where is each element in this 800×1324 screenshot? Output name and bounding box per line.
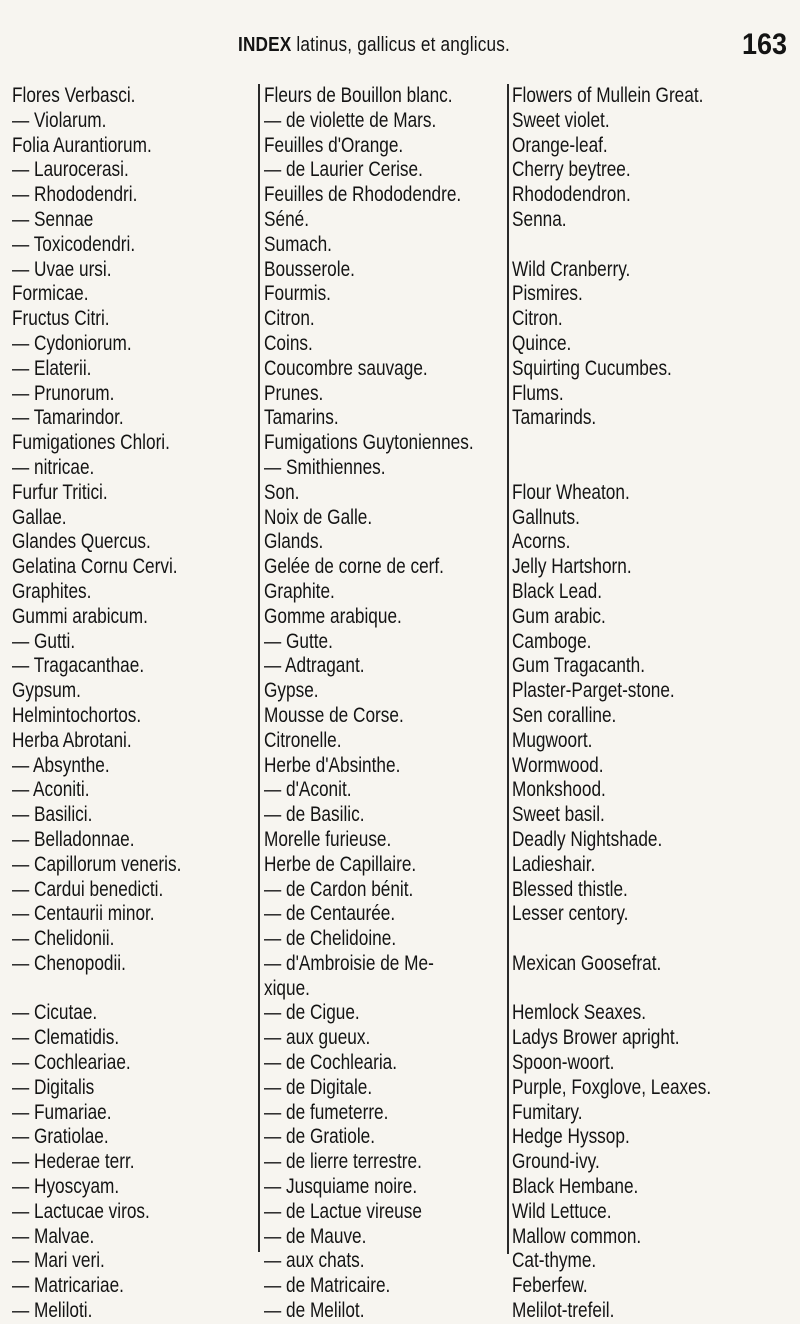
latin-entry: — Elaterii. xyxy=(12,356,92,380)
english-entry: Mallow common. xyxy=(512,1224,642,1248)
english-entry: Senna. xyxy=(512,207,567,231)
english-entry: Gum Tragacanth. xyxy=(512,654,646,678)
french-entry: Herbe d'Absinthe. xyxy=(264,753,401,777)
running-title xyxy=(238,34,510,57)
latin-entry: Gelatina Cornu Cervi. xyxy=(12,555,178,579)
french-entry: — de Laurier Cerise. xyxy=(264,158,423,182)
latin-entry: — Gutti. xyxy=(12,629,76,653)
latin-entry: — Tragacanthae. xyxy=(12,654,145,678)
french-entry: — de Chelidoine. xyxy=(264,927,397,951)
french-entry: Graphite. xyxy=(264,579,335,603)
english-entry: Camboge. xyxy=(512,629,592,653)
english-entry: Flour Wheaton. xyxy=(512,480,630,504)
french-entry: Citronelle. xyxy=(264,728,342,752)
latin-entry: — Hederae terr. xyxy=(12,1150,135,1174)
french-entry: — de Lactue vireuse xyxy=(264,1199,422,1223)
french-entry: — de violette de Mars. xyxy=(264,108,437,132)
french-entry: Feuilles de Rhododendre. xyxy=(264,183,462,207)
english-entry: Plaster-Parget-stone. xyxy=(512,679,675,703)
english-entry: Squirting Cucumbes. xyxy=(512,356,672,380)
french-entry: Gomme arabique. xyxy=(264,604,402,628)
english-entry: Wild Cranberry. xyxy=(512,257,631,281)
latin-entry: — Violarum. xyxy=(12,108,107,132)
latin-entry: — Chenopodii. xyxy=(12,951,126,975)
english-entry: Purple, Foxglove, Leaxes. xyxy=(512,1075,712,1099)
running-title-rest: latinus, gallicus et anglicus. xyxy=(296,34,510,56)
latin-entry: Gallae. xyxy=(12,505,67,529)
latin-entry: — Absynthe. xyxy=(12,753,110,777)
latin-entry: — Belladonnae. xyxy=(12,827,135,851)
french-entry: Glands. xyxy=(264,530,324,554)
column-divider xyxy=(258,84,260,1252)
latin-entry: — Hyoscyam. xyxy=(12,1175,120,1199)
english-entry: Sweet basil. xyxy=(512,803,605,827)
page-header xyxy=(0,28,800,68)
french-entry: xique. xyxy=(264,976,310,1000)
french-entry: — aux chats. xyxy=(264,1249,365,1273)
french-entry: Fourmis. xyxy=(264,282,331,306)
latin-entry: Flores Verbasci. xyxy=(12,84,136,107)
french-entry: Noix de Galle. xyxy=(264,505,373,529)
english-entry: Fumitary. xyxy=(512,1100,583,1124)
english-entry: Black Lead. xyxy=(512,579,602,603)
french-entry: Fleurs de Bouillon blanc. xyxy=(264,84,453,107)
english-entry: Cherry beytree. xyxy=(512,158,631,182)
running-title-lead: INDEX xyxy=(238,34,292,56)
latin-entry: — Lactucae viros. xyxy=(12,1199,150,1223)
latin-entry: Fumigationes Chlori. xyxy=(12,431,170,455)
english-entry: Gum arabic. xyxy=(512,604,606,628)
latin-entry: Furfur Tritici. xyxy=(12,480,108,504)
latin-entry: — Gratiolae. xyxy=(12,1125,109,1149)
french-entry: Sumach. xyxy=(264,232,332,256)
english-entry: Jelly Hartshorn. xyxy=(512,555,632,579)
french-entry: — de lierre terrestre. xyxy=(264,1150,422,1174)
english-entry: Citron. xyxy=(512,307,563,331)
latin-entry: — Centaurii minor. xyxy=(12,902,155,926)
french-entry: — de Digitale. xyxy=(264,1075,373,1099)
latin-entry: — Rhododendri. xyxy=(12,183,138,207)
english-entry: Deadly Nightshade. xyxy=(512,827,663,851)
english-entry: Hemlock Seaxes. xyxy=(512,1001,646,1025)
english-entry: Wormwood. xyxy=(512,753,604,777)
french-entry: — de Centaurée. xyxy=(264,902,396,926)
latin-entry: — nitricae. xyxy=(12,455,95,479)
french-entry: Son. xyxy=(264,480,300,504)
english-entry: Mexican Goosefrat. xyxy=(512,951,662,975)
french-column xyxy=(264,84,509,1324)
french-entry: Feuilles d'Orange. xyxy=(264,133,404,157)
english-entry: Flums. xyxy=(512,381,564,405)
french-entry: — de Cochlearia. xyxy=(264,1051,398,1075)
french-entry: — de fumeterre. xyxy=(264,1100,389,1124)
french-entry: Gelée de corne de cerf. xyxy=(264,555,444,579)
french-entry: Mousse de Corse. xyxy=(264,703,404,727)
french-entry: — de Melilot. xyxy=(264,1299,365,1323)
english-entry: Cat-thyme. xyxy=(512,1249,597,1273)
french-entry: Gypse. xyxy=(264,679,319,703)
latin-entry: — Digitalis xyxy=(12,1075,95,1099)
french-entry: — Smithiennes. xyxy=(264,455,386,479)
latin-entry: — Cardui benedicti. xyxy=(12,877,164,901)
latin-entry: — Prunorum. xyxy=(12,381,115,405)
english-entry: Melilot-trefeil. xyxy=(512,1299,615,1323)
english-entry: Gallnuts. xyxy=(512,505,580,529)
column-divider xyxy=(507,84,509,1254)
english-entry: Feberfew. xyxy=(512,1274,588,1298)
latin-entry: — Capillorum veneris. xyxy=(12,852,182,876)
french-entry: Coins. xyxy=(264,331,313,355)
latin-entry: — Uvae ursi. xyxy=(12,257,112,281)
english-entry: Monkshood. xyxy=(512,778,606,802)
english-entry: Tamarinds. xyxy=(512,406,597,430)
latin-entry: — Chelidonii. xyxy=(12,927,115,951)
english-entry: Hedge Hyssop. xyxy=(512,1125,630,1149)
english-entry: Orange-leaf. xyxy=(512,133,608,157)
french-entry: Coucombre sauvage. xyxy=(264,356,428,380)
french-entry: — de Gratiole. xyxy=(264,1125,376,1149)
french-entry: — Jusquiame noire. xyxy=(264,1175,418,1199)
english-entry: Ground-ivy. xyxy=(512,1150,600,1174)
french-entry: — d'Aconit. xyxy=(264,778,352,802)
english-entry: Ladieshair. xyxy=(512,852,596,876)
english-entry: Rhododendron. xyxy=(512,183,631,207)
english-entry: Blessed thistle. xyxy=(512,877,628,901)
latin-entry: — Fumariae. xyxy=(12,1100,112,1124)
latin-entry: — Cochleariae. xyxy=(12,1051,131,1075)
latin-entry: — Mari veri. xyxy=(12,1249,105,1273)
latin-entry: Fructus Citri. xyxy=(12,307,110,331)
latin-entry: — Cicutae. xyxy=(12,1001,98,1025)
french-entry: Prunes. xyxy=(264,381,324,405)
french-entry: — de Cigue. xyxy=(264,1001,360,1025)
french-entry: — Adtragant. xyxy=(264,654,365,678)
english-column xyxy=(512,84,792,1324)
english-entry: Flowers of Mullein Great. xyxy=(512,84,704,107)
french-entry: — de Cardon bénit. xyxy=(264,877,414,901)
french-entry: Fumigations Guytoniennes. xyxy=(264,431,474,455)
english-entry: Acorns. xyxy=(512,530,571,554)
latin-entry: Graphites. xyxy=(12,579,92,603)
latin-entry: — Cydoniorum. xyxy=(12,331,132,355)
latin-entry: Folia Aurantiorum. xyxy=(12,133,152,157)
latin-entry: — Malvae. xyxy=(12,1224,95,1248)
latin-entry: — Sennae xyxy=(12,207,94,231)
french-entry: — de Mauve. xyxy=(264,1224,367,1248)
latin-entry: — Clematidis. xyxy=(12,1026,120,1050)
latin-entry: — Basilici. xyxy=(12,803,93,827)
english-entry: Quince. xyxy=(512,331,572,355)
french-entry: Bousserole. xyxy=(264,257,355,281)
english-entry: Spoon-woort. xyxy=(512,1051,615,1075)
french-entry: Tamarins. xyxy=(264,406,339,430)
french-entry: — de Basilic. xyxy=(264,803,365,827)
english-entry: Ladys Brower apright. xyxy=(512,1026,680,1050)
latin-column xyxy=(12,84,257,1324)
latin-entry: Gummi arabicum. xyxy=(12,604,148,628)
french-entry: Morelle furieuse. xyxy=(264,827,392,851)
latin-entry: Gypsum. xyxy=(12,679,81,703)
latin-entry: — Tamarindor. xyxy=(12,406,124,430)
latin-entry: Herba Abrotani. xyxy=(12,728,132,752)
latin-entry: Formicae. xyxy=(12,282,89,306)
page-number: 163 xyxy=(742,28,788,61)
latin-entry: Helmintochortos. xyxy=(12,703,142,727)
latin-entry: — Laurocerasi. xyxy=(12,158,129,182)
french-entry: Séné. xyxy=(264,207,310,231)
english-entry: Black Hembane. xyxy=(512,1175,639,1199)
french-entry: — aux gueux. xyxy=(264,1026,371,1050)
english-entry: Sen coralline. xyxy=(512,703,617,727)
latin-entry: — Aconiti. xyxy=(12,778,90,802)
french-entry: Herbe de Capillaire. xyxy=(264,852,417,876)
english-entry: Pismires. xyxy=(512,282,583,306)
english-entry: Lesser centory. xyxy=(512,902,629,926)
french-entry: Citron. xyxy=(264,307,315,331)
latin-entry: — Toxicodendri. xyxy=(12,232,136,256)
french-entry: — Gutte. xyxy=(264,629,333,653)
english-entry: Mugwoort. xyxy=(512,728,593,752)
english-entry: Sweet violet. xyxy=(512,108,610,132)
english-entry: Wild Lettuce. xyxy=(512,1199,612,1223)
latin-entry: — Meliloti. xyxy=(12,1299,93,1323)
french-entry: — de Matricaire. xyxy=(264,1274,391,1298)
latin-entry: — Matricariae. xyxy=(12,1274,124,1298)
latin-entry: Glandes Quercus. xyxy=(12,530,151,554)
french-entry: — d'Ambroisie de Me- xyxy=(264,951,434,975)
